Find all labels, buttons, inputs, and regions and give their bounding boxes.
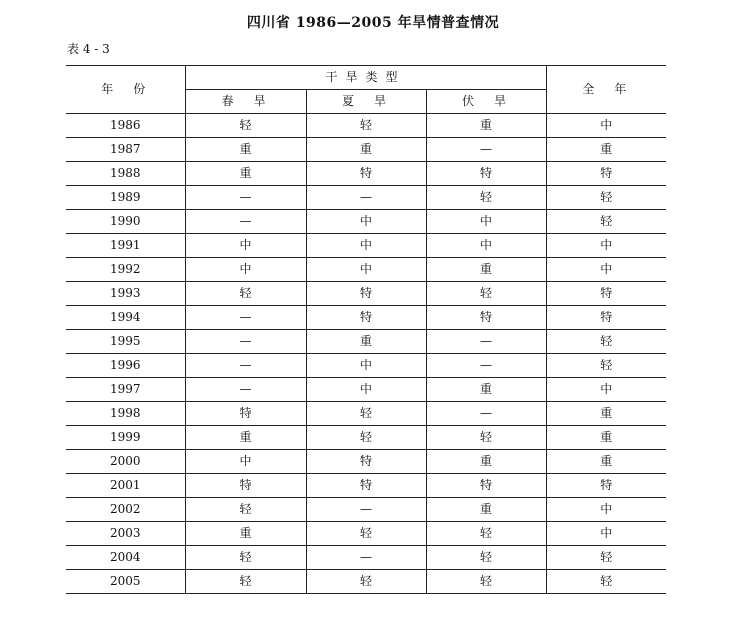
cell-year: 1995	[66, 330, 185, 354]
cell-full-year: 中	[546, 114, 666, 138]
cell-spring: 轻	[185, 114, 306, 138]
page-title: 四川省 1986—2005 年旱情普查情况	[246, 15, 500, 31]
cell-summer: 特	[306, 306, 426, 330]
cell-dog-days: 特	[426, 306, 546, 330]
cell-spring: 轻	[185, 546, 306, 570]
table-row	[66, 330, 666, 354]
cell-dog-days: 重	[426, 258, 546, 282]
table-row	[66, 426, 666, 450]
cell-dog-days: —	[426, 330, 546, 354]
table-row	[66, 498, 666, 522]
cell-spring: 重	[185, 522, 306, 546]
cell-full-year: 重	[546, 402, 666, 426]
table-row	[66, 450, 666, 474]
header-summer: 夏 旱	[306, 90, 426, 114]
cell-spring: 轻	[185, 282, 306, 306]
cell-year: 1998	[66, 402, 185, 426]
cell-year: 2004	[66, 546, 185, 570]
cell-year: 1996	[66, 354, 185, 378]
cell-spring: —	[185, 186, 306, 210]
table-row	[66, 234, 666, 258]
cell-year: 1992	[66, 258, 185, 282]
cell-full-year: 轻	[546, 354, 666, 378]
table-row	[66, 570, 666, 594]
table-row	[66, 210, 666, 234]
cell-summer: 中	[306, 234, 426, 258]
cell-full-year: 重	[546, 138, 666, 162]
cell-year: 2002	[66, 498, 185, 522]
cell-summer: 中	[306, 378, 426, 402]
cell-full-year: 重	[546, 450, 666, 474]
cell-dog-days: 轻	[426, 426, 546, 450]
header-spring: 春 旱	[185, 90, 306, 114]
cell-summer: 轻	[306, 402, 426, 426]
cell-year: 2001	[66, 474, 185, 498]
cell-dog-days: 重	[426, 498, 546, 522]
cell-summer: 中	[306, 210, 426, 234]
cell-year: 1993	[66, 282, 185, 306]
table-row	[66, 378, 666, 402]
cell-summer: —	[306, 186, 426, 210]
cell-summer: 重	[306, 138, 426, 162]
cell-dog-days: —	[426, 138, 546, 162]
cell-dog-days: —	[426, 354, 546, 378]
cell-dog-days: —	[426, 402, 546, 426]
cell-dog-days: 轻	[426, 522, 546, 546]
cell-spring: 轻	[185, 498, 306, 522]
cell-full-year: 中	[546, 258, 666, 282]
cell-summer: 中	[306, 354, 426, 378]
cell-full-year: 中	[546, 234, 666, 258]
cell-dog-days: 特	[426, 162, 546, 186]
table-row	[66, 306, 666, 330]
cell-year: 1994	[66, 306, 185, 330]
table-number: 表 4 - 3	[67, 42, 110, 56]
cell-full-year: 轻	[546, 186, 666, 210]
table-row	[66, 114, 666, 138]
cell-year: 1997	[66, 378, 185, 402]
cell-dog-days: 重	[426, 378, 546, 402]
cell-year: 1991	[66, 234, 185, 258]
table-row	[66, 162, 666, 186]
cell-year: 1990	[66, 210, 185, 234]
cell-dog-days: 轻	[426, 186, 546, 210]
cell-year: 2000	[66, 450, 185, 474]
table-row	[66, 282, 666, 306]
table-row	[66, 402, 666, 426]
cell-summer: 特	[306, 282, 426, 306]
cell-dog-days: 轻	[426, 546, 546, 570]
table-row	[66, 522, 666, 546]
drought-table	[66, 65, 666, 594]
cell-spring: 轻	[185, 570, 306, 594]
cell-full-year: 中	[546, 378, 666, 402]
cell-spring: —	[185, 306, 306, 330]
table-row	[66, 258, 666, 282]
table-row	[66, 474, 666, 498]
cell-summer: 轻	[306, 426, 426, 450]
cell-spring: 重	[185, 138, 306, 162]
header-full-year: 全 年	[546, 66, 666, 114]
cell-full-year: 重	[546, 426, 666, 450]
header-year: 年 份	[66, 66, 185, 114]
cell-summer: —	[306, 546, 426, 570]
cell-spring: —	[185, 330, 306, 354]
cell-summer: 特	[306, 162, 426, 186]
cell-spring: —	[185, 210, 306, 234]
table-row	[66, 354, 666, 378]
cell-spring: —	[185, 378, 306, 402]
cell-spring: 特	[185, 474, 306, 498]
table-row	[66, 138, 666, 162]
cell-full-year: 轻	[546, 210, 666, 234]
cell-year: 1999	[66, 426, 185, 450]
cell-dog-days: 特	[426, 474, 546, 498]
cell-full-year: 特	[546, 282, 666, 306]
cell-year: 2005	[66, 570, 185, 594]
table-body	[66, 114, 666, 594]
cell-year: 1987	[66, 138, 185, 162]
cell-full-year: 轻	[546, 330, 666, 354]
cell-full-year: 轻	[546, 546, 666, 570]
cell-full-year: 特	[546, 474, 666, 498]
cell-summer: 中	[306, 258, 426, 282]
cell-spring: 中	[185, 450, 306, 474]
cell-year: 2003	[66, 522, 185, 546]
cell-full-year: 特	[546, 306, 666, 330]
cell-spring: 特	[185, 402, 306, 426]
cell-spring: —	[185, 354, 306, 378]
cell-year: 1986	[66, 114, 185, 138]
cell-full-year: 特	[546, 162, 666, 186]
table-row	[66, 546, 666, 570]
header-drought-type: 干旱类型	[185, 66, 546, 90]
cell-dog-days: 轻	[426, 570, 546, 594]
cell-dog-days: 重	[426, 450, 546, 474]
cell-dog-days: 轻	[426, 282, 546, 306]
table-row	[66, 186, 666, 210]
cell-spring: 重	[185, 162, 306, 186]
header-dog-days: 伏 旱	[426, 90, 546, 114]
cell-summer: 特	[306, 450, 426, 474]
cell-full-year: 中	[546, 522, 666, 546]
cell-full-year: 中	[546, 498, 666, 522]
cell-dog-days: 中	[426, 210, 546, 234]
cell-spring: 中	[185, 258, 306, 282]
cell-summer: 轻	[306, 114, 426, 138]
cell-summer: —	[306, 498, 426, 522]
cell-spring: 重	[185, 426, 306, 450]
cell-year: 1989	[66, 186, 185, 210]
cell-summer: 轻	[306, 570, 426, 594]
cell-summer: 重	[306, 330, 426, 354]
cell-summer: 特	[306, 474, 426, 498]
cell-dog-days: 重	[426, 114, 546, 138]
cell-year: 1988	[66, 162, 185, 186]
cell-spring: 中	[185, 234, 306, 258]
cell-full-year: 轻	[546, 570, 666, 594]
cell-dog-days: 中	[426, 234, 546, 258]
cell-summer: 轻	[306, 522, 426, 546]
